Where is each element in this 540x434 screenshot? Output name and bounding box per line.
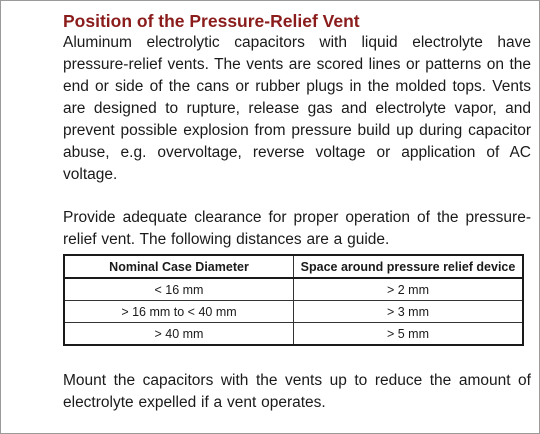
cell-diameter: > 40 mm xyxy=(64,323,294,346)
table-row xyxy=(64,278,523,301)
section-title: Position of the Pressure-Relief Vent xyxy=(63,11,360,31)
header-space-around-relief-device: Space around pressure relief device xyxy=(294,255,524,278)
cell-space: > 2 mm xyxy=(294,278,524,301)
table-row xyxy=(64,301,523,323)
cell-space: > 3 mm xyxy=(294,301,524,323)
document-body xyxy=(63,10,531,414)
cell-diameter: < 16 mm xyxy=(64,278,294,301)
paragraph-clearance: Provide adequate clearance for proper operation of the pressure-relief vent. The following distances are a guide. xyxy=(63,209,531,248)
cell-space: > 5 mm xyxy=(294,323,524,346)
clearance-table xyxy=(63,254,524,346)
paragraph-mounting: Mount the capacitors with the vents up to reduce the amount of electrolyte expelled if a vent operates. xyxy=(63,372,531,411)
cell-diameter: > 16 mm to < 40 mm xyxy=(64,301,294,323)
paragraph-vent-description: Aluminum electrolytic capacitors with liquid electrolyte have pressure-relief vents. The vents are scored lines or patterns on the end or side of the cans or rubber plugs in the molded tops. Vents are designed to rupture, release gas and electrolyte vapor, and prevent possible explosion from pressure build up during capacitor abuse, e.g. overvoltage, reverse voltage or application of AC voltage. xyxy=(63,34,531,183)
header-nominal-case-diameter: Nominal Case Diameter xyxy=(64,255,294,278)
table-header-row xyxy=(64,255,523,278)
table-row xyxy=(64,323,523,346)
